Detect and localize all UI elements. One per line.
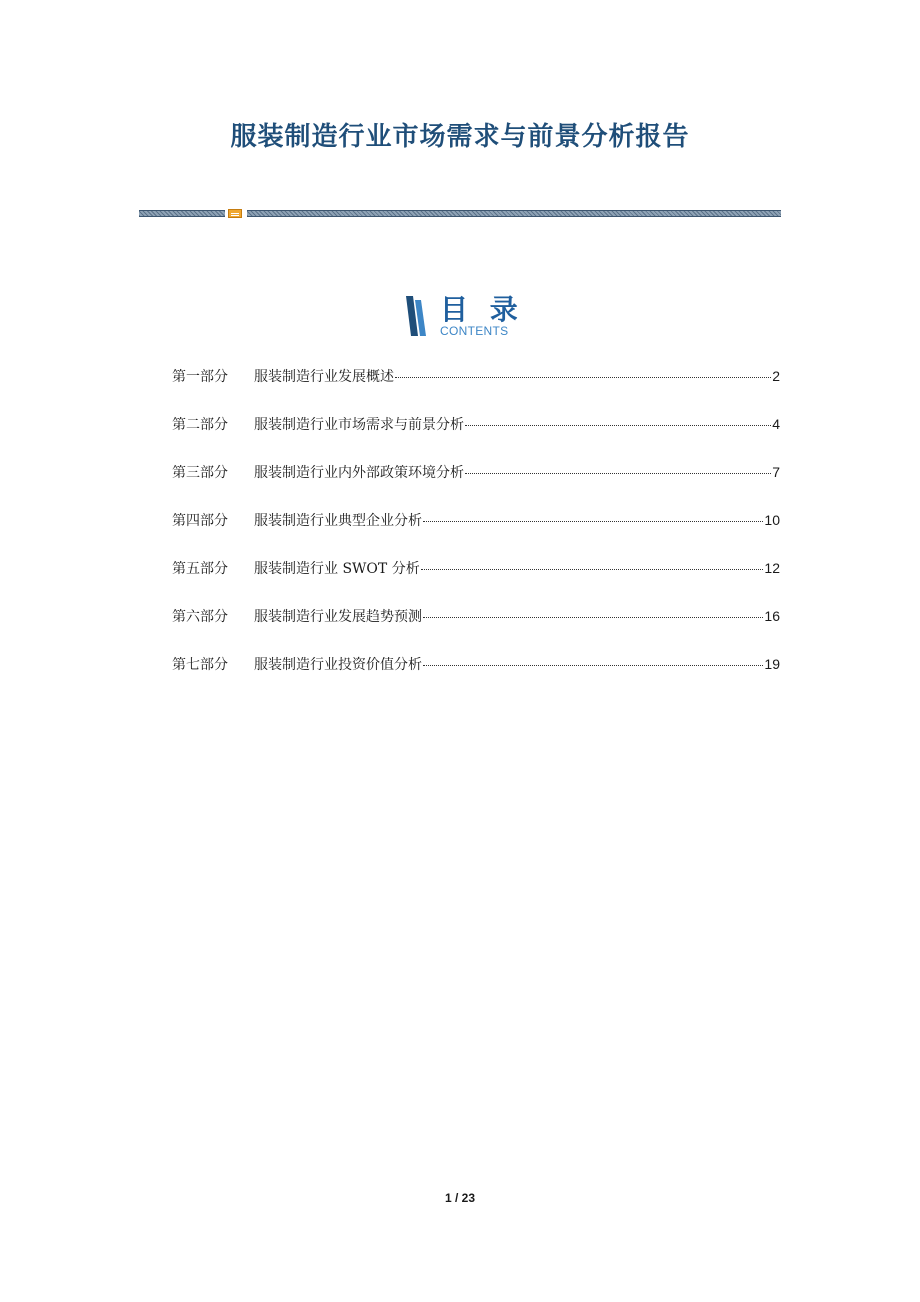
envelope-icon bbox=[228, 209, 242, 218]
toc-entry-title: 服装制造行业内外部政策环境分析 bbox=[254, 465, 464, 481]
toc-leader-dots bbox=[465, 425, 771, 426]
toc-heading: 目 录 bbox=[440, 293, 524, 326]
toc-subheading: CONTENTS bbox=[440, 324, 509, 338]
toc-entry-6[interactable] bbox=[172, 606, 780, 654]
toc-entry-5[interactable] bbox=[172, 558, 780, 606]
title-divider bbox=[139, 209, 781, 218]
toc-entry-title: 服装制造行业发展趋势预测 bbox=[254, 609, 422, 625]
toc-page-number: 10 bbox=[764, 512, 780, 528]
toc-part-label: 第五部分 bbox=[172, 561, 228, 577]
toc-leader-dots bbox=[423, 665, 763, 666]
toc-entry-4[interactable] bbox=[172, 510, 780, 558]
toc-entry-title: 服装制造行业典型企业分析 bbox=[254, 513, 422, 529]
toc-page-number: 2 bbox=[772, 368, 780, 384]
toc-page-number: 19 bbox=[764, 656, 780, 672]
toc-part-label: 第四部分 bbox=[172, 513, 228, 529]
document-title: 服装制造行业市场需求与前景分析报告 bbox=[230, 122, 690, 152]
toc-entry-title: 服装制造行业 SWOT 分析 bbox=[254, 561, 420, 577]
toc-leader-dots bbox=[395, 377, 771, 378]
toc-leader-dots bbox=[465, 473, 771, 474]
toc-header bbox=[404, 294, 524, 340]
toc-entry-1[interactable] bbox=[172, 366, 780, 414]
toc-part-label: 第六部分 bbox=[172, 609, 228, 625]
page-indicator: 1 / 23 bbox=[444, 1191, 476, 1205]
toc-part-label: 第三部分 bbox=[172, 465, 228, 481]
toc-leader-dots bbox=[421, 569, 764, 570]
toc-page-number: 7 bbox=[772, 464, 780, 480]
toc-page-number: 4 bbox=[772, 416, 780, 432]
toc-entry-title: 服装制造行业投资价值分析 bbox=[254, 657, 422, 673]
toc-page-number: 16 bbox=[764, 608, 780, 624]
toc-entry-title: 服装制造行业发展概述 bbox=[254, 369, 394, 385]
table-of-contents bbox=[172, 366, 780, 702]
toc-part-label: 第一部分 bbox=[172, 369, 228, 385]
toc-part-label: 第二部分 bbox=[172, 417, 228, 433]
toc-page-number: 12 bbox=[764, 560, 780, 576]
toc-leader-dots bbox=[423, 521, 763, 522]
toc-entry-3[interactable] bbox=[172, 462, 780, 510]
toc-part-label: 第七部分 bbox=[172, 657, 228, 673]
toc-entry-title: 服装制造行业市场需求与前景分析 bbox=[254, 417, 464, 433]
toc-leader-dots bbox=[423, 617, 763, 618]
divider-bar-left bbox=[139, 210, 225, 217]
toc-book-icon bbox=[404, 296, 428, 336]
toc-entry-7[interactable] bbox=[172, 654, 780, 702]
toc-entry-2[interactable] bbox=[172, 414, 780, 462]
divider-bar-right bbox=[247, 210, 781, 217]
